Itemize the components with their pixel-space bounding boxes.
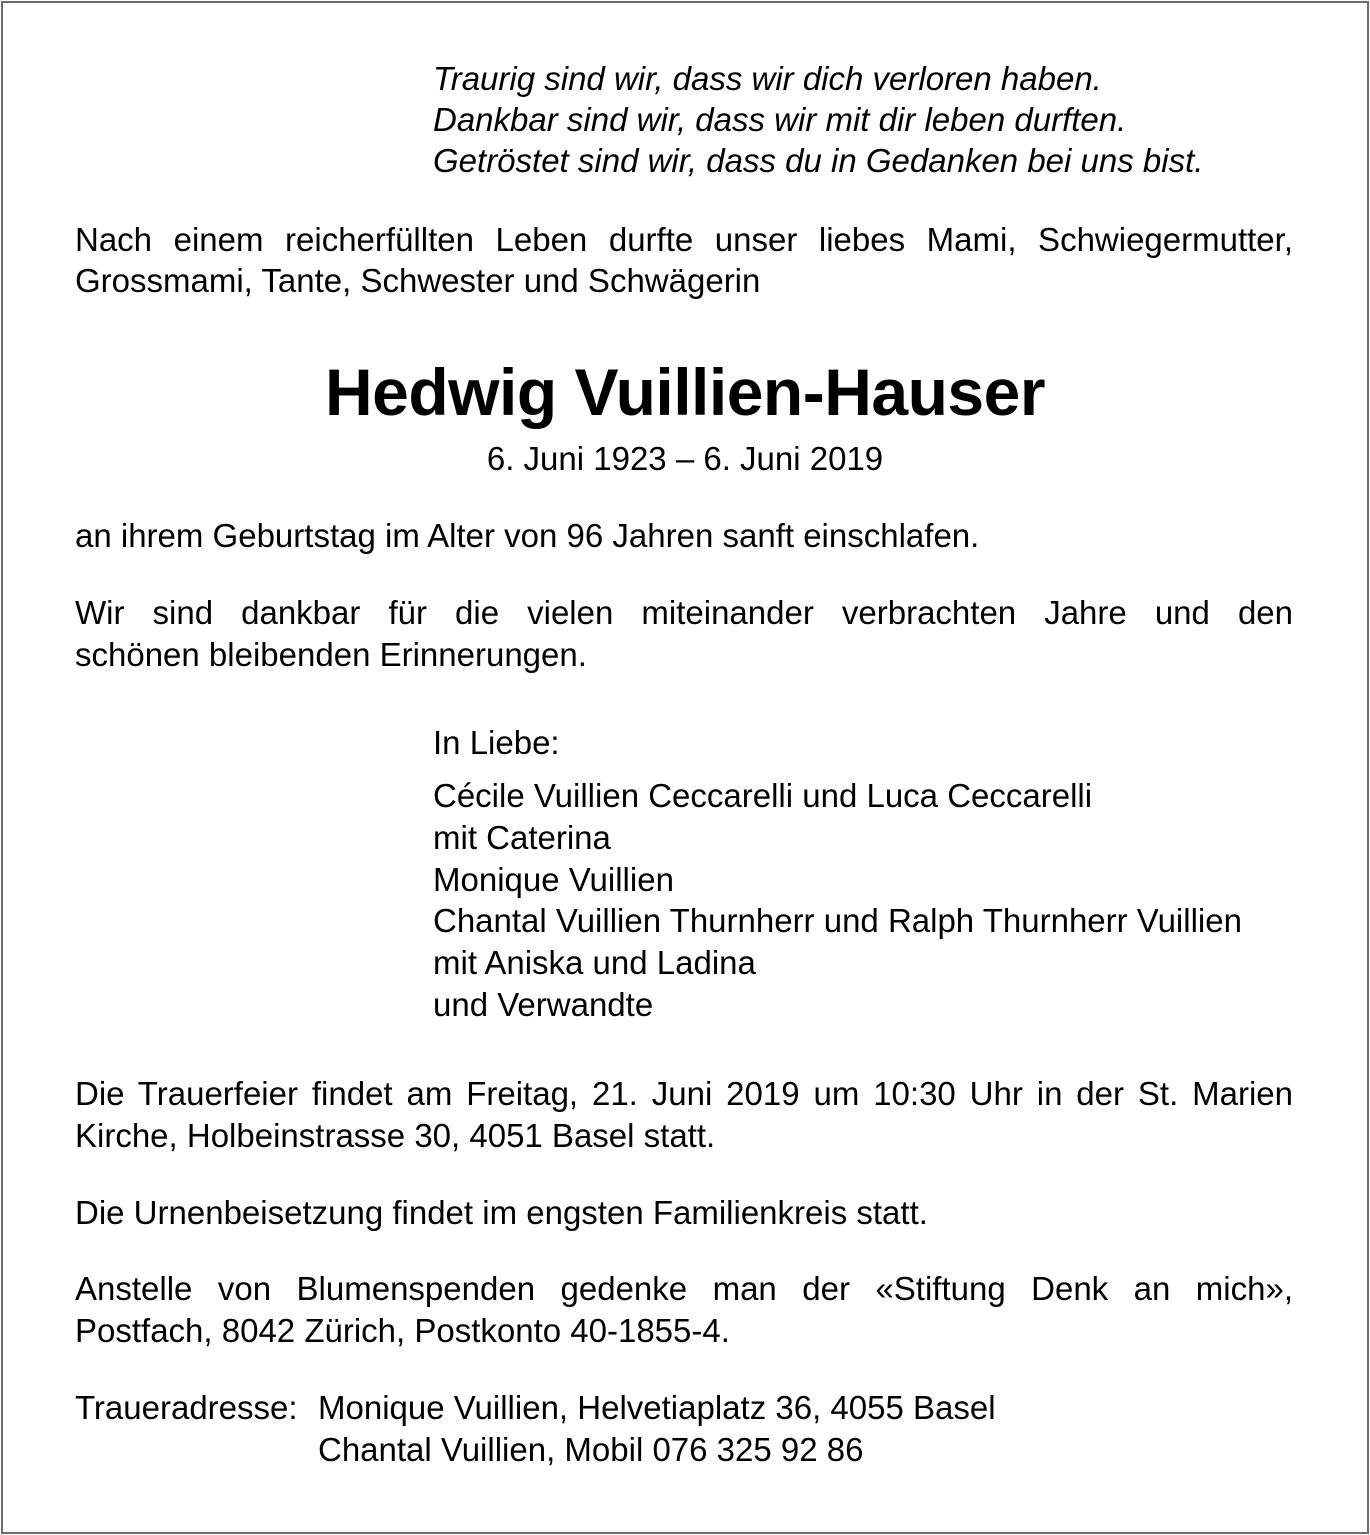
intro-line-2: Grossmami, Tante, Schwester und Schwägerin <box>75 262 761 299</box>
motto-line-1: Traurig sind wir, dass wir dich verloren haben. <box>433 60 1102 97</box>
intro-line-1: Nach einem reicherfüllten Leben durfte unser liebes Mami, Schwiegermutter, <box>75 221 1293 258</box>
donation-line-2: Postfach, 8042 Zürich, Postkonto 40-1855-4. <box>75 1312 730 1349</box>
address-line-2: Chantal Vuillien, Mobil 076 325 92 86 <box>318 1431 864 1468</box>
address-label: Traueradresse: <box>75 1389 298 1426</box>
motto-line-2: Dankbar sind wir, dass wir mit dir leben durften. <box>433 101 1127 138</box>
ceremony-line-1: Die Trauerfeier findet am Freitag, 21. Juni 2019 um 10:30 Uhr in der St. Marien <box>75 1075 1293 1112</box>
mourner-line-6: und Verwandte <box>433 986 654 1023</box>
passing-text: an ihrem Geburtstag im Alter von 96 Jahren sanft einschlafen. <box>75 517 980 554</box>
in-love-label: In Liebe: <box>433 724 560 761</box>
mourner-line-3: Monique Vuillien <box>433 861 674 898</box>
address-line-1: Monique Vuillien, Helvetiaplatz 36, 4055 Basel <box>318 1389 996 1426</box>
mourner-line-1: Cécile Vuillien Ceccarelli und Luca Ceccarelli <box>433 777 1093 814</box>
gratitude-line-1: Wir sind dankbar für die vielen miteinander verbrachten Jahre und den <box>75 594 1293 631</box>
mourner-line-4: Chantal Vuillien Thurnherr und Ralph Thurnherr Vuillien <box>433 902 1242 939</box>
mourner-line-5: mit Aniska und Ladina <box>433 944 756 981</box>
life-dates: 6. Juni 1923 – 6. Juni 2019 <box>486 440 884 477</box>
deceased-name: Hedwig Vuillien-Hauser <box>324 355 1046 429</box>
ceremony-line-2: Kirche, Holbeinstrasse 30, 4051 Basel statt. <box>75 1117 716 1154</box>
donation-line-1: Anstelle von Blumenspenden gedenke man der «Stiftung Denk an mich», <box>75 1270 1293 1307</box>
burial-text: Die Urnenbeisetzung findet im engsten Familienkreis statt. <box>75 1194 928 1231</box>
gratitude-line-2: schönen bleibenden Erinnerungen. <box>75 636 587 673</box>
motto-line-3: Getröstet sind wir, dass du in Gedanken bei uns bist. <box>433 142 1204 179</box>
mourner-line-2: mit Caterina <box>433 819 611 856</box>
